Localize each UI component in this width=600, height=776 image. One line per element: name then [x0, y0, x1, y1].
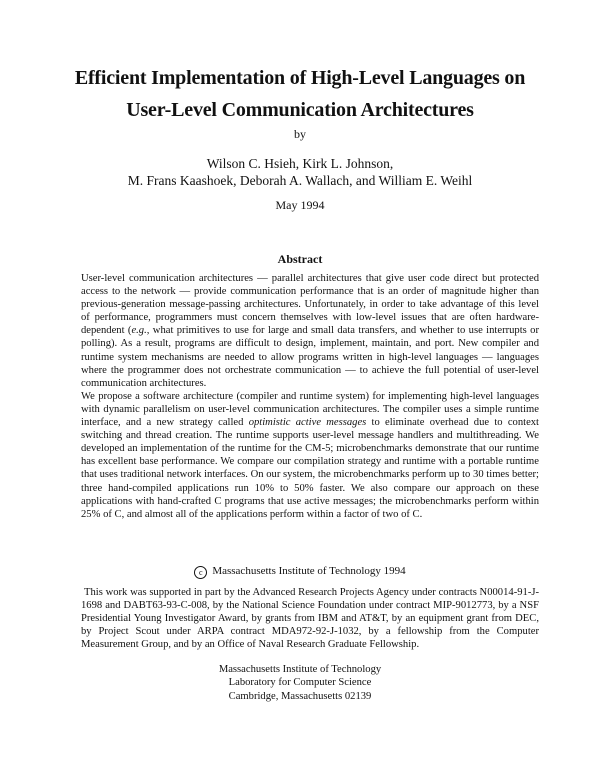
paper-title — [40, 62, 560, 126]
address-line-2: Laboratory for Computer Science — [228, 677, 372, 689]
title-line-2: User-Level Communication Architectures — [126, 99, 474, 121]
authors-line-1: Wilson C. Hsieh, Kirk L. Johnson, — [206, 156, 394, 171]
by-label: by — [294, 127, 306, 141]
abstract-emphasis-term: optimistic active messages — [248, 417, 367, 429]
author-list — [0, 156, 600, 189]
institution-address — [0, 663, 600, 703]
abstract-paragraph-1: User-level communication architectures — parallel architectures that give user code direct but protected access to the network — provide communication performance that is an order of magnitude higher than previous-generation message-passing architectures. Unfortunately, in order to take advantage of this level of performance, programmers must concern themselves with low-level issues that are often hardware-dependent (e.g., what primitives to use for large and small data transfers, and whether to use interrupts or polling). As a result, programs are difficult to design, implement, maintain, and port. New compiler and runtime system mechanisms are needed to allow programs written in high-level languages — languages where the programmer does not orchestrate communication — to achieve the full potential of user-level communication architectures. — [81, 273, 539, 389]
copyright-notice — [0, 565, 600, 579]
authors-line-2: M. Frans Kaashoek, Deborah A. Wallach, and William E. Weihl — [127, 172, 473, 188]
address-line-3: Cambridge, Massachusetts 02139 — [228, 690, 372, 702]
funding-acknowledgement: This work was supported in part by the Advanced Research Projects Agency under contracts N00014-91-J-1698 and DABT63-93-C-008, by the National Science Foundation under contract MIP-9012773, by a NSF Presidential Young Investigator Award, by grants from IBM and AT&T, by an equipment grant from DEC, by Project Scout under ARPA contract MDA972-92-J-1032, by a fellowship from the Computer Measurement Group, and by an Office of Naval Research Graduate Fellowship. — [81, 587, 539, 651]
address-line-1: Massachusetts Institute of Technology — [218, 664, 382, 675]
abstract-body — [81, 272, 539, 521]
abstract-heading: Abstract — [277, 252, 323, 266]
copyright-icon: c — [194, 566, 207, 579]
abstract-paragraph-2: We propose a software architecture (compiler and runtime system) for implementing high-level languages with dynamic parallelism on user-level communication architectures. The compiler uses a simple runtime interface, and a new strategy called optimistic active messages to eliminate overhead due to context switching and thread creation. The runtime supports user-level message handlers and multithreading. We developed an implementation of the runtime for the CM-5; microbenchmarks demonstrate that our runtime has excellent base performance. We compare our compilation strategy and runtime with a portable runtime that uses traditional network interfaces. On our system, the microbenchmarks perform up to 30 times better; three hand-compiled applications run 10% to 50% faster. We also compare our approach on these applications with hand-crafted C programs that use active messages; the microbenchmarks perform within 25% of C, and almost all of the applications perform within a factor of two of C. — [81, 390, 540, 520]
abstract-eg: e.g., — [131, 325, 150, 337]
title-line-1: Efficient Implementation of High-Level Languages on — [74, 67, 526, 89]
publication-date: May 1994 — [275, 198, 325, 212]
copyright-text: Massachusetts Institute of Technology 1994 — [212, 565, 406, 577]
